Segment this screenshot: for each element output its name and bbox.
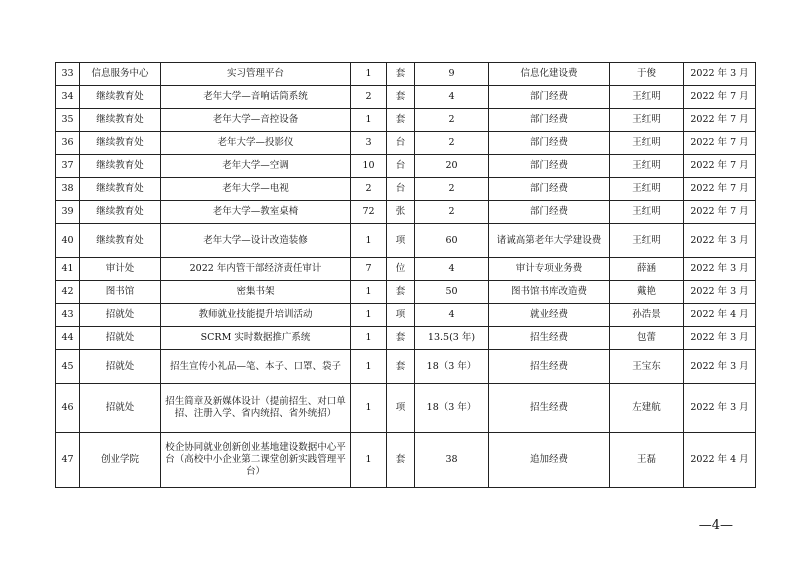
cell-fund: 图书馆书库改造费: [489, 281, 610, 304]
cell-dept: 审计处: [80, 258, 161, 281]
cell-unit: 套: [387, 327, 415, 350]
cell-item: 实习管理平台: [161, 63, 351, 86]
cell-dept: 创业学院: [80, 433, 161, 488]
cell-amount: 2: [415, 178, 489, 201]
cell-date: 2022 年 4 月: [684, 433, 756, 488]
table-row: [56, 63, 756, 86]
cell-no: 36: [56, 132, 80, 155]
cell-fund: 就业经费: [489, 304, 610, 327]
cell-qty: 1: [351, 327, 387, 350]
table-body: [56, 63, 756, 488]
cell-no: 34: [56, 86, 80, 109]
cell-qty: 1: [351, 304, 387, 327]
page-number: —4—: [698, 518, 733, 533]
cell-no: 35: [56, 109, 80, 132]
cell-item: 校企协同就业创新创业基地建设数据中心平台（高校中小企业第二课堂创新实践管理平台）: [161, 433, 351, 488]
cell-date: 2022 年 7 月: [684, 178, 756, 201]
cell-unit: 套: [387, 86, 415, 109]
cell-no: 43: [56, 304, 80, 327]
cell-unit: 项: [387, 304, 415, 327]
cell-fund: 部门经费: [489, 201, 610, 224]
cell-dept: 招就处: [80, 304, 161, 327]
table-row: [56, 224, 756, 258]
cell-dept: 继续教育处: [80, 155, 161, 178]
cell-person: 王红明: [610, 155, 684, 178]
cell-date: 2022 年 7 月: [684, 155, 756, 178]
cell-date: 2022 年 3 月: [684, 63, 756, 86]
table-row: [56, 201, 756, 224]
cell-date: 2022 年 3 月: [684, 327, 756, 350]
cell-qty: 1: [351, 350, 387, 384]
cell-item: 老年大学—投影仪: [161, 132, 351, 155]
table-row: [56, 433, 756, 488]
cell-fund: 部门经费: [489, 178, 610, 201]
cell-qty: 1: [351, 281, 387, 304]
cell-amount: 4: [415, 258, 489, 281]
cell-item: 2022 年内管干部经济责任审计: [161, 258, 351, 281]
cell-qty: 72: [351, 201, 387, 224]
cell-dept: 继续教育处: [80, 86, 161, 109]
table-row: [56, 258, 756, 281]
table-row: [56, 178, 756, 201]
cell-no: 39: [56, 201, 80, 224]
cell-fund: 信息化建设费: [489, 63, 610, 86]
cell-fund: 追加经费: [489, 433, 610, 488]
cell-amount: 9: [415, 63, 489, 86]
cell-item: 教师就业技能提升培训活动: [161, 304, 351, 327]
cell-amount: 38: [415, 433, 489, 488]
cell-qty: 10: [351, 155, 387, 178]
table-row: [56, 86, 756, 109]
cell-date: 2022 年 3 月: [684, 281, 756, 304]
cell-item: SCRM 实时数据推广系统: [161, 327, 351, 350]
cell-item: 老年大学—教室桌椅: [161, 201, 351, 224]
cell-qty: 1: [351, 63, 387, 86]
table-row: [56, 304, 756, 327]
cell-item: 老年大学—音控设备: [161, 109, 351, 132]
cell-unit: 位: [387, 258, 415, 281]
cell-qty: 1: [351, 384, 387, 433]
cell-dept: 图书馆: [80, 281, 161, 304]
cell-unit: 台: [387, 155, 415, 178]
cell-date: 2022 年 3 月: [684, 224, 756, 258]
cell-no: 33: [56, 63, 80, 86]
cell-date: 2022 年 3 月: [684, 350, 756, 384]
cell-unit: 项: [387, 224, 415, 258]
cell-dept: 招就处: [80, 350, 161, 384]
cell-dept: 继续教育处: [80, 132, 161, 155]
cell-amount: 18（3 年）: [415, 384, 489, 433]
cell-no: 46: [56, 384, 80, 433]
cell-dept: 信息服务中心: [80, 63, 161, 86]
cell-dept: 继续教育处: [80, 178, 161, 201]
cell-person: 王红明: [610, 86, 684, 109]
cell-date: 2022 年 4 月: [684, 304, 756, 327]
cell-date: 2022 年 3 月: [684, 384, 756, 433]
cell-date: 2022 年 7 月: [684, 201, 756, 224]
cell-person: 王红明: [610, 132, 684, 155]
cell-amount: 4: [415, 304, 489, 327]
cell-person: 薛涵: [610, 258, 684, 281]
cell-dept: 继续教育处: [80, 201, 161, 224]
cell-person: 戴艳: [610, 281, 684, 304]
cell-date: 2022 年 3 月: [684, 258, 756, 281]
cell-fund: 招生经费: [489, 327, 610, 350]
cell-qty: 1: [351, 109, 387, 132]
cell-fund: 部门经费: [489, 132, 610, 155]
table-row: [56, 281, 756, 304]
cell-qty: 2: [351, 178, 387, 201]
cell-person: 包蕾: [610, 327, 684, 350]
cell-amount: 20: [415, 155, 489, 178]
cell-person: 王磊: [610, 433, 684, 488]
cell-unit: 套: [387, 63, 415, 86]
cell-unit: 套: [387, 350, 415, 384]
cell-unit: 台: [387, 132, 415, 155]
cell-date: 2022 年 7 月: [684, 109, 756, 132]
cell-dept: 招就处: [80, 327, 161, 350]
cell-fund: 招生经费: [489, 350, 610, 384]
cell-unit: 张: [387, 201, 415, 224]
cell-no: 40: [56, 224, 80, 258]
cell-fund: 部门经费: [489, 109, 610, 132]
cell-item: 密集书架: [161, 281, 351, 304]
cell-amount: 2: [415, 109, 489, 132]
cell-amount: 2: [415, 132, 489, 155]
cell-item: 老年大学—设计改造装修: [161, 224, 351, 258]
cell-item: 老年大学—空调: [161, 155, 351, 178]
cell-amount: 13.5(3 年): [415, 327, 489, 350]
cell-dept: 继续教育处: [80, 224, 161, 258]
cell-fund: 部门经费: [489, 86, 610, 109]
cell-amount: 60: [415, 224, 489, 258]
cell-no: 41: [56, 258, 80, 281]
table-row: [56, 132, 756, 155]
cell-no: 37: [56, 155, 80, 178]
cell-no: 45: [56, 350, 80, 384]
table-row: [56, 327, 756, 350]
cell-amount: 4: [415, 86, 489, 109]
cell-no: 42: [56, 281, 80, 304]
cell-person: 左建航: [610, 384, 684, 433]
cell-unit: 套: [387, 433, 415, 488]
cell-fund: 审计专项业务费: [489, 258, 610, 281]
cell-person: 孙浩景: [610, 304, 684, 327]
cell-amount: 2: [415, 201, 489, 224]
cell-amount: 50: [415, 281, 489, 304]
table-row: [56, 109, 756, 132]
cell-unit: 台: [387, 178, 415, 201]
cell-unit: 项: [387, 384, 415, 433]
cell-amount: 18（3 年）: [415, 350, 489, 384]
cell-no: 47: [56, 433, 80, 488]
cell-person: 王红明: [610, 224, 684, 258]
cell-person: 王红明: [610, 178, 684, 201]
cell-person: 王红明: [610, 109, 684, 132]
cell-date: 2022 年 7 月: [684, 132, 756, 155]
cell-person: 于俊: [610, 63, 684, 86]
cell-qty: 2: [351, 86, 387, 109]
table-row: [56, 384, 756, 433]
cell-item: 老年大学—电视: [161, 178, 351, 201]
cell-dept: 继续教育处: [80, 109, 161, 132]
cell-fund: 部门经费: [489, 155, 610, 178]
cell-person: 王红明: [610, 201, 684, 224]
cell-qty: 1: [351, 224, 387, 258]
cell-no: 44: [56, 327, 80, 350]
procurement-table: [55, 62, 756, 488]
cell-fund: 诸诚高第老年大学建设费: [489, 224, 610, 258]
cell-dept: 招就处: [80, 384, 161, 433]
cell-fund: 招生经费: [489, 384, 610, 433]
table-row: [56, 350, 756, 384]
table-row: [56, 155, 756, 178]
cell-unit: 套: [387, 281, 415, 304]
cell-item: 招生简章及新媒体设计（提前招生、对口单招、注册入学、省内统招、省外统招）: [161, 384, 351, 433]
cell-no: 38: [56, 178, 80, 201]
cell-qty: 3: [351, 132, 387, 155]
cell-qty: 7: [351, 258, 387, 281]
cell-item: 老年大学—音响话筒系统: [161, 86, 351, 109]
cell-qty: 1: [351, 433, 387, 488]
cell-date: 2022 年 7 月: [684, 86, 756, 109]
cell-item: 招生宣传小礼品—笔、本子、口罩、袋子: [161, 350, 351, 384]
cell-unit: 套: [387, 109, 415, 132]
cell-person: 王宝东: [610, 350, 684, 384]
